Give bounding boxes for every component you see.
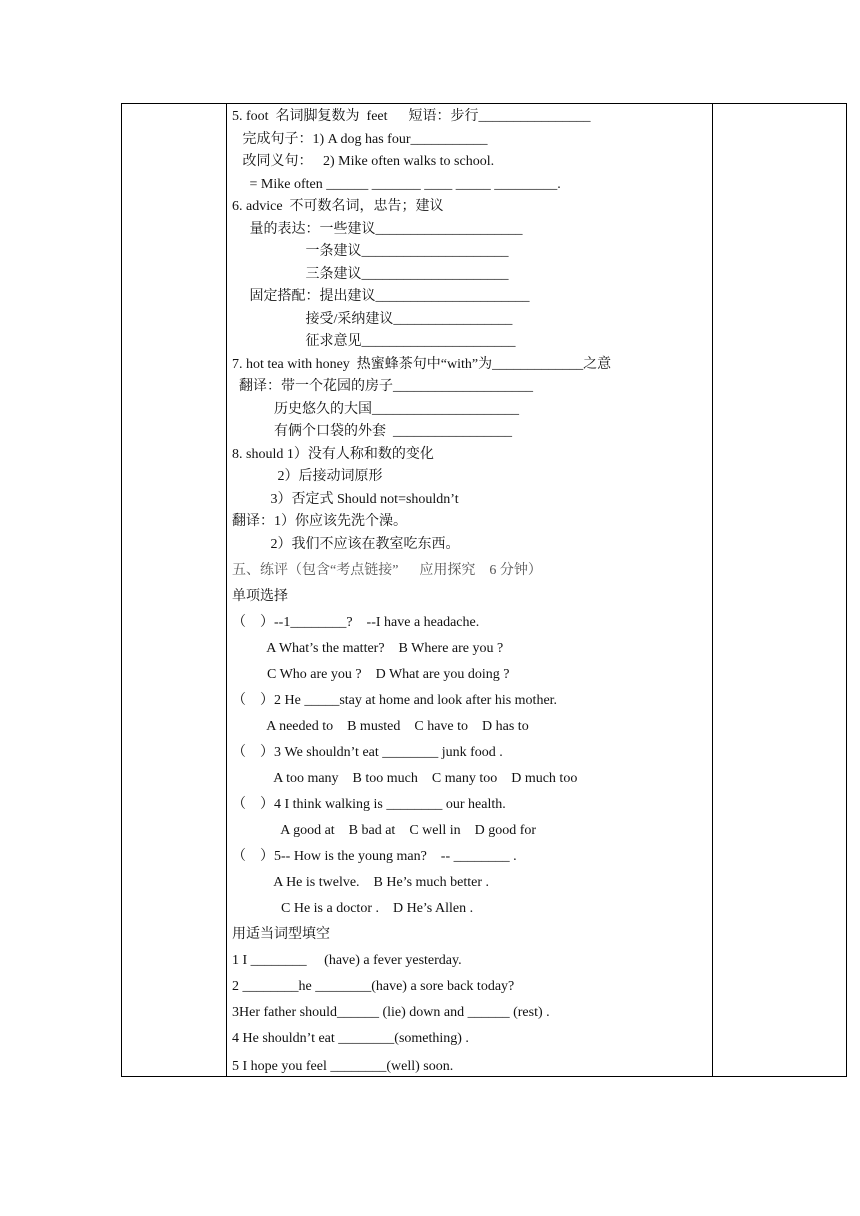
question-2: （ ）2 He _____stay at home and look after his mother. xyxy=(232,693,558,708)
note-advice-phrase-ask: 征求意见______________________ xyxy=(232,334,516,349)
note-advice: 6. advice 不可数名词，忠告；建议 xyxy=(232,199,444,214)
note-should-translate-2: 2）我们不应该在教室吃东西。 xyxy=(232,537,460,552)
question-5-options-b: C He is a doctor . D He’s Allen . xyxy=(232,901,474,916)
note-with-translate-2: 历史悠久的大国_____________________ xyxy=(232,402,519,417)
subheading-word-forms: 用适当词型填空 xyxy=(232,927,330,942)
fill-3: 3Her father should______ (lie) down and ______ (rest) . xyxy=(232,1005,550,1020)
question-5-options-a: A He is twelve. B He’s much better . xyxy=(232,875,490,890)
question-3-options: A too many B too much C many too D much too xyxy=(232,771,578,786)
note-foot-rewrite: 改同义句： 2) Mike often walks to school. xyxy=(232,154,495,169)
question-2-options: A needed to B musted C have to D has to xyxy=(232,719,529,734)
question-1: （ ）--1________? --I have a headache. xyxy=(232,615,480,630)
note-advice-one: 一条建议_____________________ xyxy=(232,244,509,259)
fill-5: 5 I hope you feel ________(well) soon. xyxy=(232,1059,454,1074)
note-advice-phrase-give: 固定搭配：提出建议______________________ xyxy=(232,289,530,304)
note-should-3: 3）否定式 Should not=shouldn’t xyxy=(232,492,459,507)
column-divider-right xyxy=(712,104,713,1076)
fill-2: 2 ________he ________(have) a sore back today? xyxy=(232,979,515,994)
section-heading-practice: 五、练评（包含“考点链接” 应用探究 6 分钟） xyxy=(232,563,542,578)
fill-4: 4 He shouldn’t eat ________(something) . xyxy=(232,1031,469,1046)
note-with-translate-3: 有俩个口袋的外套 _________________ xyxy=(232,424,512,439)
note-advice-phrase-take: 接受/采纳建议_________________ xyxy=(232,312,513,327)
question-1-options-a: A What’s the matter? B Where are you ? xyxy=(232,641,504,656)
note-foot: 5. foot 名词脚复数为 feet 短语：步行________________ xyxy=(232,109,591,124)
question-1-options-b: C Who are you ? D What are you doing ? xyxy=(232,667,510,682)
note-foot-complete: 完成句子：1) A dog has four___________ xyxy=(232,132,488,147)
question-3: （ ）3 We shouldn’t eat ________ junk food . xyxy=(232,745,503,760)
subheading-multiple-choice: 单项选择 xyxy=(232,589,288,604)
question-4-options: A good at B bad at C well in D good for xyxy=(232,823,537,838)
note-advice-three: 三条建议_____________________ xyxy=(232,267,509,282)
note-should-translate-1: 翻译：1）你应该先洗个澡。 xyxy=(232,514,407,529)
column-divider-left xyxy=(226,104,227,1076)
note-advice-quantity: 量的表达：一些建议_____________________ xyxy=(232,222,523,237)
note-with: 7. hot tea with honey 热蜜蜂茶句中“with”为_____________之意 xyxy=(232,357,612,372)
note-should-1: 8. should 1）没有人称和数的变化 xyxy=(232,447,434,462)
note-with-translate-1: 翻译：带一个花园的房子____________________ xyxy=(232,379,533,394)
question-5: （ ）5-- How is the young man? -- ________ . xyxy=(232,849,517,864)
fill-1: 1 I ________ (have) a fever yesterday. xyxy=(232,953,462,968)
note-should-2: 2）后接动词原形 xyxy=(232,469,383,484)
question-4: （ ）4 I think walking is ________ our health. xyxy=(232,797,506,812)
note-foot-rewrite-answer: = Mike often ______ _______ ____ _____ _________. xyxy=(232,177,561,192)
